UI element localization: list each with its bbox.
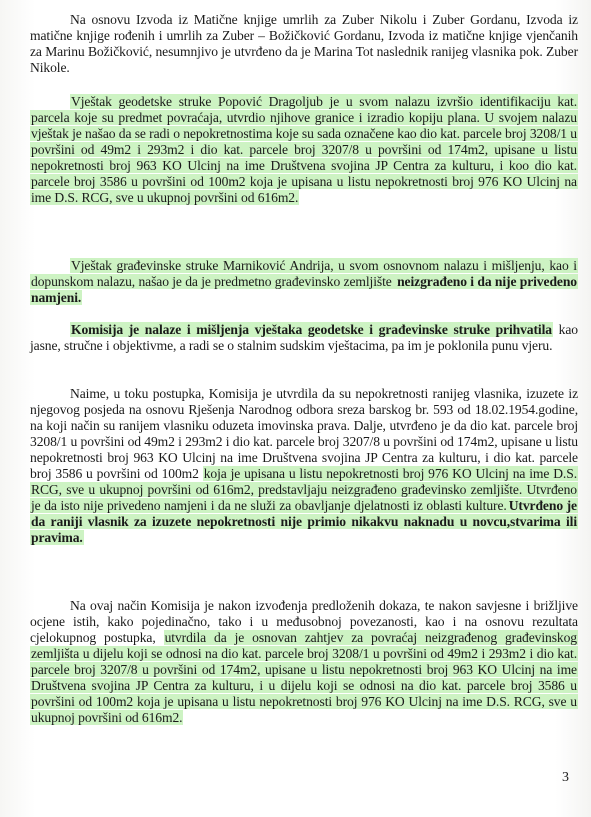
paragraph-commission-acceptance: [30, 322, 578, 354]
highlighted-text: Utvrđeno je da raniji vlasnik za izuzete nepokretnosti nije primio nikakvu naknadu u novcu,stvarima ili pravima.: [31, 498, 577, 545]
paragraph-text: Naime, u toku postupka, Komisija je utvrdila da su nepokretnosti ranijeg vlasnika, izuzete iz njegovog posjeda na osnovu Rješenja Narodnog odbora sreza barskog br. 593 od 18.02.1954.godine, na koji način su ranijem vlasniku oduzeta imovinska prava. Dalje, utvrđeno je da dio kat. parcele broj 3208/1 u površini od 49m2 i 293m2 i dio kat. parcele broj 3207/8 u površini od 174m2, upisane u listu nepokretnosti broj 963 KO Ulcinj na ime Društvena svojina JP Centra za kulturu, i dio kat. parcele broj 3586 u površini od 100m2: [30, 386, 578, 481]
paragraph-text: kao jasne, stručne i objektivme, a radi se o stalnim sudskim vještacima, pa im je poklonila punu vjeru.: [30, 322, 578, 353]
paragraph-text: Na ovaj način Komisija je nakon izvođenja predloženih dokaza, te nakon savjesne i brižljive ocjene istih, kako pojedinačno, tako i u međusobnoj povezanosti, kao i na osnovu rezultata cjelokupnog postupka,: [30, 598, 578, 645]
paragraph-construction-expert: [30, 258, 578, 306]
highlighted-text: Vještak građevinske struke Marniković Andrija, u svom osnovnom nalazu i mišljenju, kao i dopunskom nalazu, našao je da je predmetno građevinsko zemljište: [31, 258, 577, 289]
paragraph-heirs: [30, 12, 578, 76]
paragraph-conclusion: [30, 598, 578, 726]
highlighted-text: utvrdila da je osnovan zahtjev za povraćaj neizgrađenog građevinskog zemljišta u dijelu koji se odnosi na dio kat. parcele broj 3208/1 u površini od 49m2 i 293m2 i dio kat. parcele broj 3207/8 u površini od 174m2, upisane u listu nepokretnosti broj 963 KO Ulcinj na ime Društvena svojina JP Centra za kulturu, i u dijelu koji se odnosi na dio kat. parcele broj 3586 u površini od 100m2 koja je upisana u listu nepokretnosti broj 976 KO Ulcinj na ime D.S. RCG, sve u ukupnoj površini od 616m2.: [31, 630, 578, 725]
highlighted-text: Vještak geodetske struke Popović Dragoljub je u svom nalazu izvršio identifikaciju kat. parcela koje su predmet povraćaja, utvrdio njihove granice i izradio kopiju plana. U svojem nalazu vještak je našao da se radi o nepokretnostima koje su sada označene kao dio kat. parcele broj 3208/1 u površini od 49m2 i 293m2 i dio kat. parcele broj 3207/8 u površini od 174m2, upisane u listu nepokretnosti broj 963 KO Ulcinj na ime Društvena svojina JP Centra za kulturu, i koo dio kat. parcele broj 3586 u površini od 100m2 koja je upisana u listu nepokretnosti broj 976 KO Ulcinj na ime D.S. RCG, sve u ukupnoj površini od 616m2.: [31, 94, 577, 205]
paragraph-text: Na osnovu Izvoda iz Matične knjige umrlih za Zuber Nikolu i Zuber Gordanu, Izvoda iz matične knjige rođenih i umrlih za Zuber – Božičković Gordanu, Izvoda iz matične knjige vjenčanih za Marinu Božičković, nesumnjivo je utvrđeno da je Marina Tot naslednik ranijeg vlasnika pok. Zuber Nikole.: [30, 12, 578, 75]
highlighted-text: Komisija je nalaze i mišljenja vještaka geodetske i građevinske struke prihvatila: [71, 322, 552, 337]
highlighted-text: neizgrađeno i da nije privedeno namjeni.: [31, 274, 577, 305]
paragraph-findings: [30, 386, 578, 546]
paragraph-geodetic-expert: [30, 94, 578, 206]
page-number: 3: [562, 770, 569, 785]
highlighted-text: koja je upisana u listu nepokretnosti broj 976 KO Ulcinj na ime D.S. RCG, sve u ukupnoj površini od 616m2, predstavljaju neizgrađeno građevinsko zemljište. Utvrđeno je da isto nije privedeno namjeni i da ne služi za obavljanje djelatnosti iz oblasti kulture.: [31, 466, 577, 513]
